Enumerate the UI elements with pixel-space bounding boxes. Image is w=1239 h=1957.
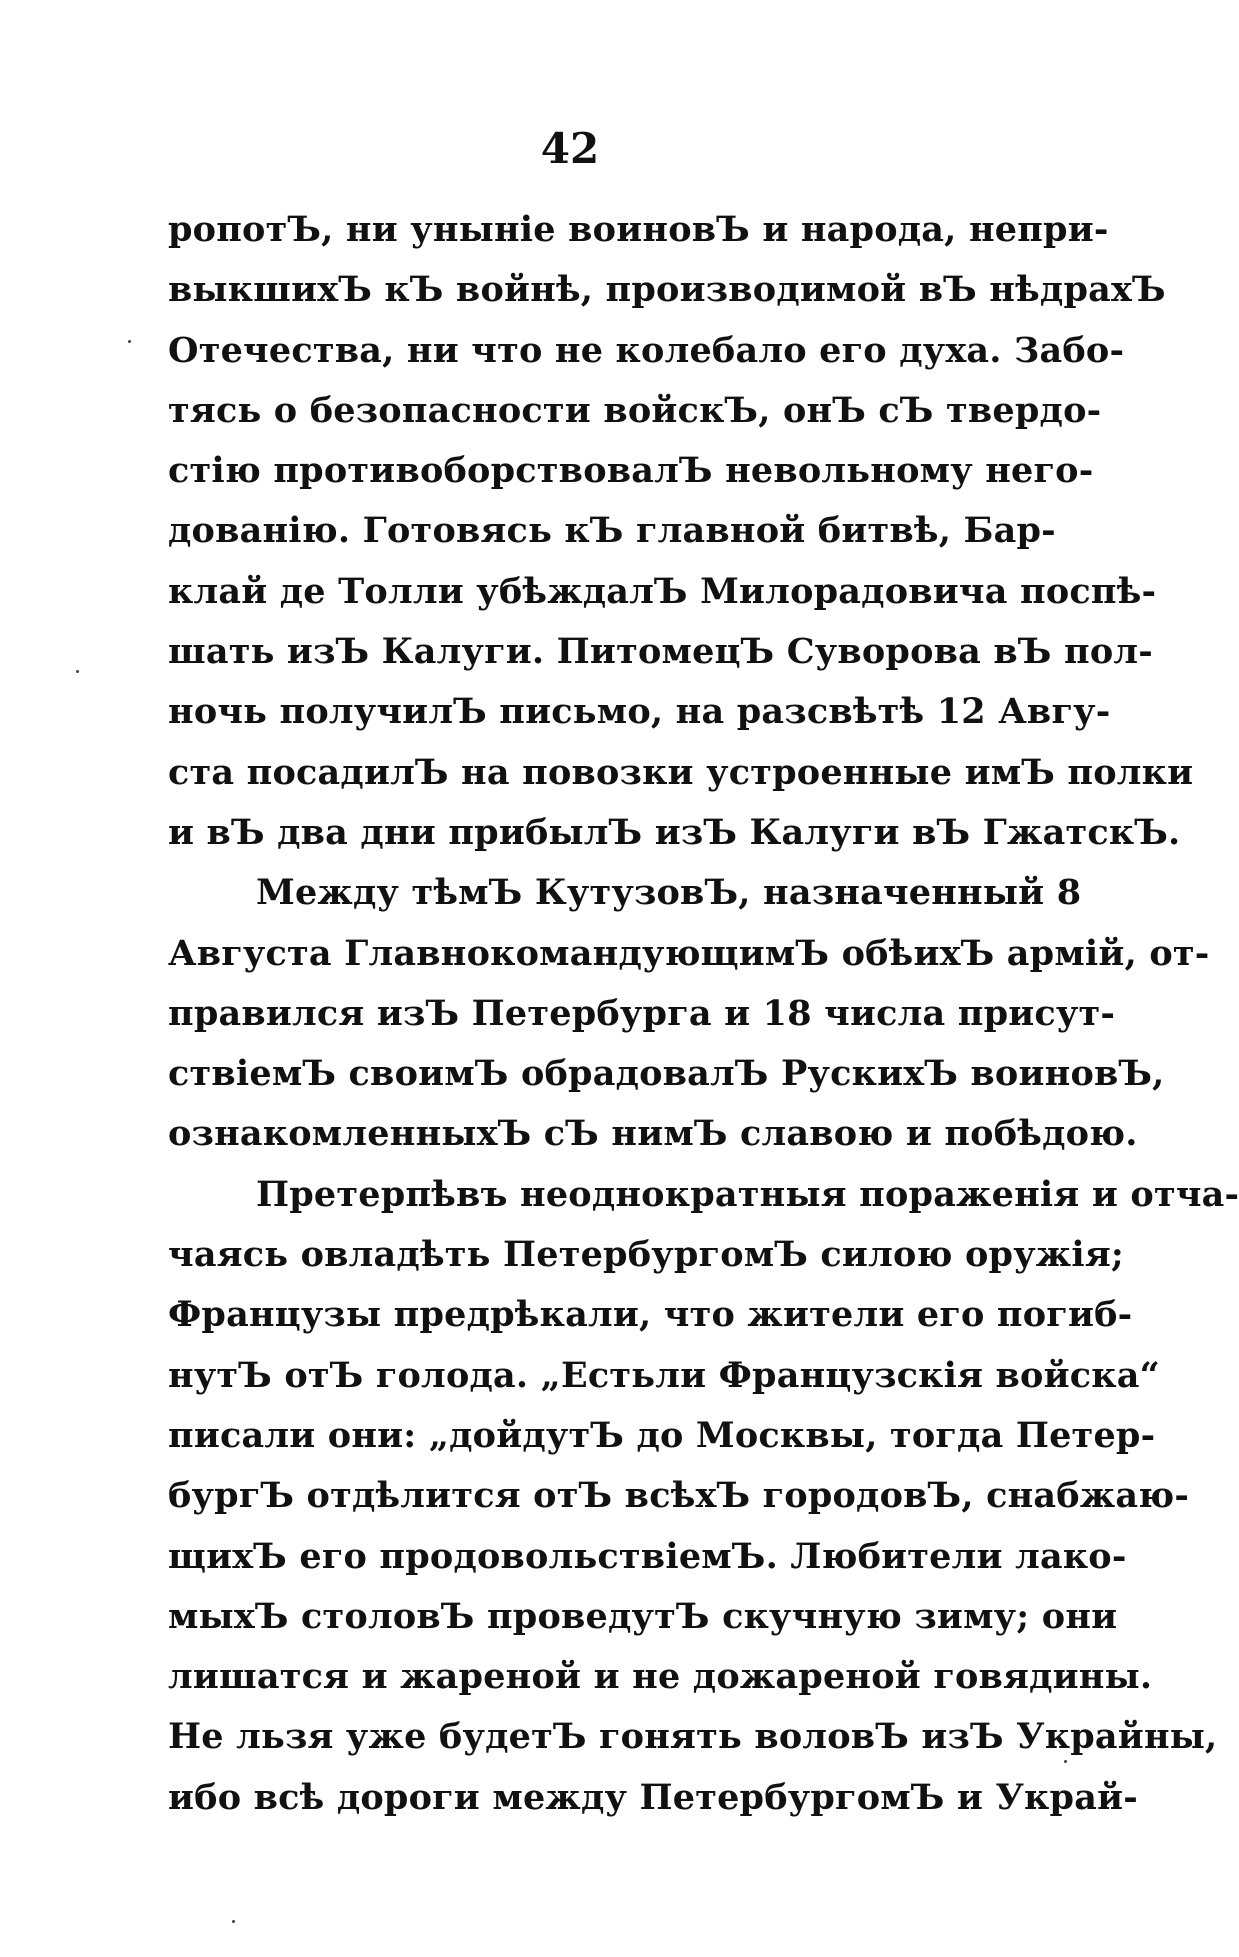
text-line: Претерпѣвъ неоднократныя пораженія и отча- bbox=[256, 1173, 1239, 1215]
text-line: ночь получилЪ письмо, на разсвѣтѣ 12 Авгу- bbox=[168, 691, 1111, 733]
page-number: 42 bbox=[540, 124, 600, 173]
text-line: Французы предрѣкали, что жители его погиб- bbox=[168, 1294, 1133, 1336]
text-line: писали они: „дойдутЪ до Москвы, тогда Петер- bbox=[168, 1414, 1156, 1456]
paper-speck bbox=[76, 670, 79, 673]
text-line: и вЪ два дни прибылЪ изЪ Калуги вЪ ГжатскЪ. bbox=[168, 811, 1181, 853]
text-line: стію противоборствовалЪ невольному него- bbox=[168, 450, 1094, 492]
text-line: тясь о безопасности войскЪ, онЪ сЪ твердо- bbox=[168, 389, 1102, 431]
text-line: бургЪ отдѣлится отЪ всѣхЪ городовЪ, снабжаю- bbox=[168, 1475, 1190, 1517]
text-line: клай де Толли убѣждалЪ Милорадовича поспѣ- bbox=[168, 570, 1157, 612]
text-line: выкшихЪ кЪ войнѣ, производимой вЪ нѣдрахЪ bbox=[168, 269, 1166, 311]
text-line: Отечества, ни что не колебало его духа. Забо- bbox=[168, 329, 1125, 371]
text-line: чаясь овладѣть ПетербургомЪ силою оружія; bbox=[168, 1234, 1125, 1276]
paper-speck bbox=[232, 1920, 235, 1923]
text-line: Не льзя уже будетЪ гонять воловЪ изЪ Украйны, bbox=[168, 1716, 1218, 1758]
text-line: ибо всѣ дороги между ПетербургомЪ и Украй- bbox=[168, 1776, 1138, 1818]
paper-speck bbox=[1064, 1760, 1067, 1763]
text-line: правился изЪ Петербурга и 18 числа присут- bbox=[168, 992, 1116, 1034]
text-line: шать изЪ Калуги. ПитомецЪ Суворова вЪ пол- bbox=[168, 631, 1153, 673]
text-line: нутЪ отЪ голода. „Естьли Французскія войска“ bbox=[168, 1354, 1160, 1396]
text-line: ста посадилЪ на повозки устроенные имЪ полки bbox=[168, 751, 1194, 793]
text-line: ропотЪ, ни уныніе воиновЪ и народа, непри- bbox=[168, 209, 1109, 250]
body-text bbox=[168, 200, 1239, 1828]
text-line: дованію. Готовясь кЪ главной битвѣ, Бар- bbox=[168, 510, 1056, 552]
text-line: Между тѣмЪ КутузовЪ, назначенный 8 bbox=[256, 872, 1082, 914]
paper-speck bbox=[128, 340, 131, 343]
text-line: Августа ГлавнокомандующимЪ обѣихЪ армій, от- bbox=[168, 932, 1210, 974]
text-line: мыхЪ столовЪ проведутЪ скучную зиму; они bbox=[168, 1595, 1118, 1637]
text-line: ствіемЪ своимЪ обрадовалЪ РускихЪ воиновЪ, bbox=[168, 1053, 1165, 1095]
text-line: щихЪ его продовольствіемЪ. Любители лако- bbox=[168, 1535, 1127, 1577]
text-line: лишатся и жареной и не дожареной говядины. bbox=[168, 1656, 1153, 1698]
text-line: ознакомленныхЪ сЪ нимЪ славою и побѣдою. bbox=[168, 1113, 1138, 1155]
